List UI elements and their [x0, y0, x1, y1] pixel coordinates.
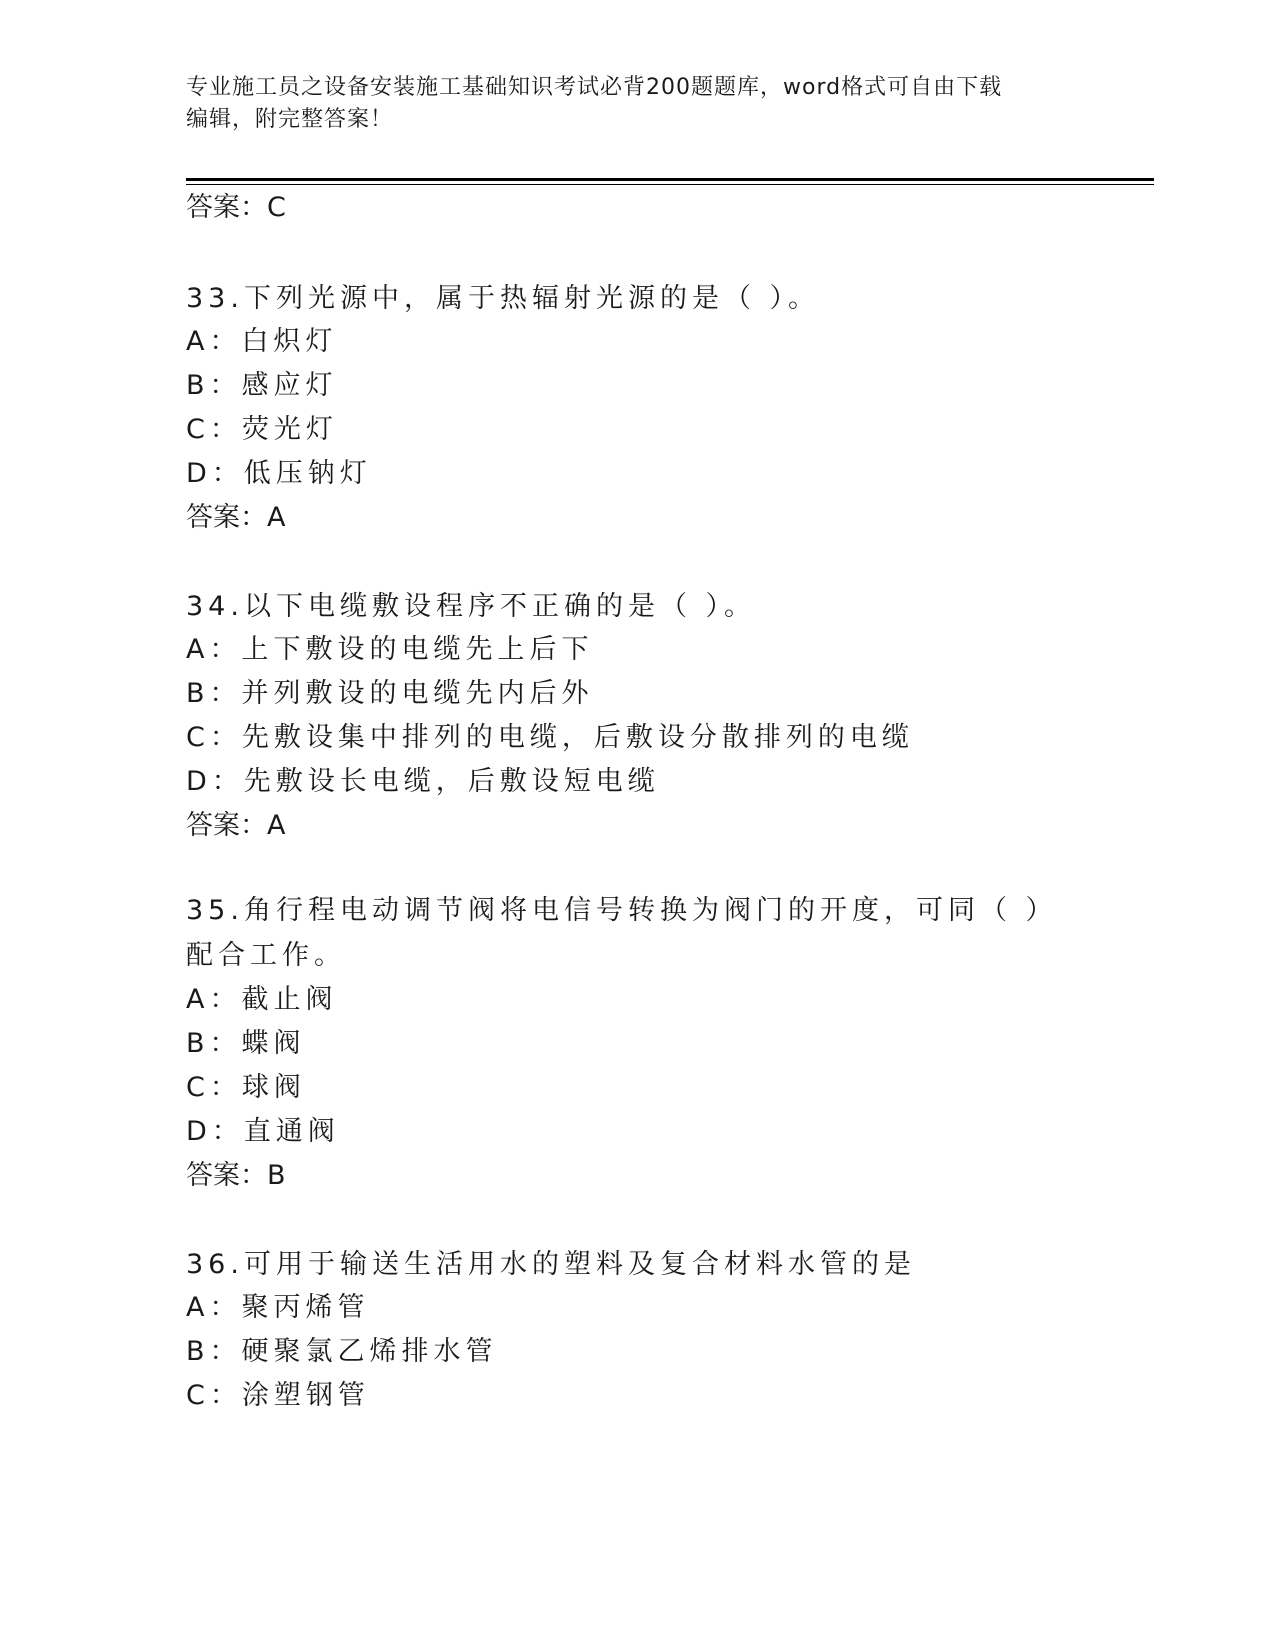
question-34-option-d: D：先敷设长电缆，后敷设短电缆: [186, 766, 660, 797]
header-line-2: 编辑，附完整答案！: [186, 107, 394, 132]
header-line-1: 专业施工员之设备安装施工基础知识考试必背200题题库，word格式可自由下载: [186, 75, 1003, 100]
header-divider-thick: [186, 178, 1154, 181]
question-33-option-c: C：荧光灯: [186, 414, 338, 445]
question-33-option-a: A：白炽灯: [186, 326, 338, 357]
question-35-option-d: D：直通阀: [186, 1116, 340, 1147]
question-33-stem: 33.下列光源中，属于热辐射光源的是（ ）。: [186, 283, 821, 314]
question-34-option-b: B：并列敷设的电缆先内后外: [186, 678, 594, 709]
answer-q32: 答案：C: [186, 192, 286, 223]
question-33-option-b: B：感应灯: [186, 370, 338, 401]
question-35-option-b: B：蝶阀: [186, 1028, 306, 1059]
question-34-stem: 34.以下电缆敷设程序不正确的是（ ）。: [186, 591, 757, 622]
question-36-stem: 36.可用于输送生活用水的塑料及复合材料水管的是: [186, 1249, 916, 1280]
answer-q35: 答案：B: [186, 1160, 286, 1191]
answer-q34: 答案：A: [186, 810, 286, 841]
question-36-option-c: C：涂塑钢管: [186, 1380, 370, 1411]
question-35-option-c: C：球阀: [186, 1072, 306, 1103]
question-34-option-c: C：先敷设集中排列的电缆，后敷设分散排列的电缆: [186, 722, 914, 753]
question-36-option-b: B：硬聚氯乙烯排水管: [186, 1336, 498, 1367]
question-33-option-d: D：低压钠灯: [186, 458, 372, 489]
question-35-option-a: A：截止阀: [186, 984, 338, 1015]
document-header: [186, 72, 1076, 136]
question-34-option-a: A：上下敷设的电缆先上后下: [186, 634, 594, 665]
answer-q33: 答案：A: [186, 502, 286, 533]
header-divider-thin: [186, 184, 1154, 185]
question-36-option-a: A：聚丙烯管: [186, 1292, 370, 1323]
question-35-stem: 35.角行程电动调节阀将电信号转换为阀门的开度，可同（ ）配合工作。: [186, 895, 1058, 971]
